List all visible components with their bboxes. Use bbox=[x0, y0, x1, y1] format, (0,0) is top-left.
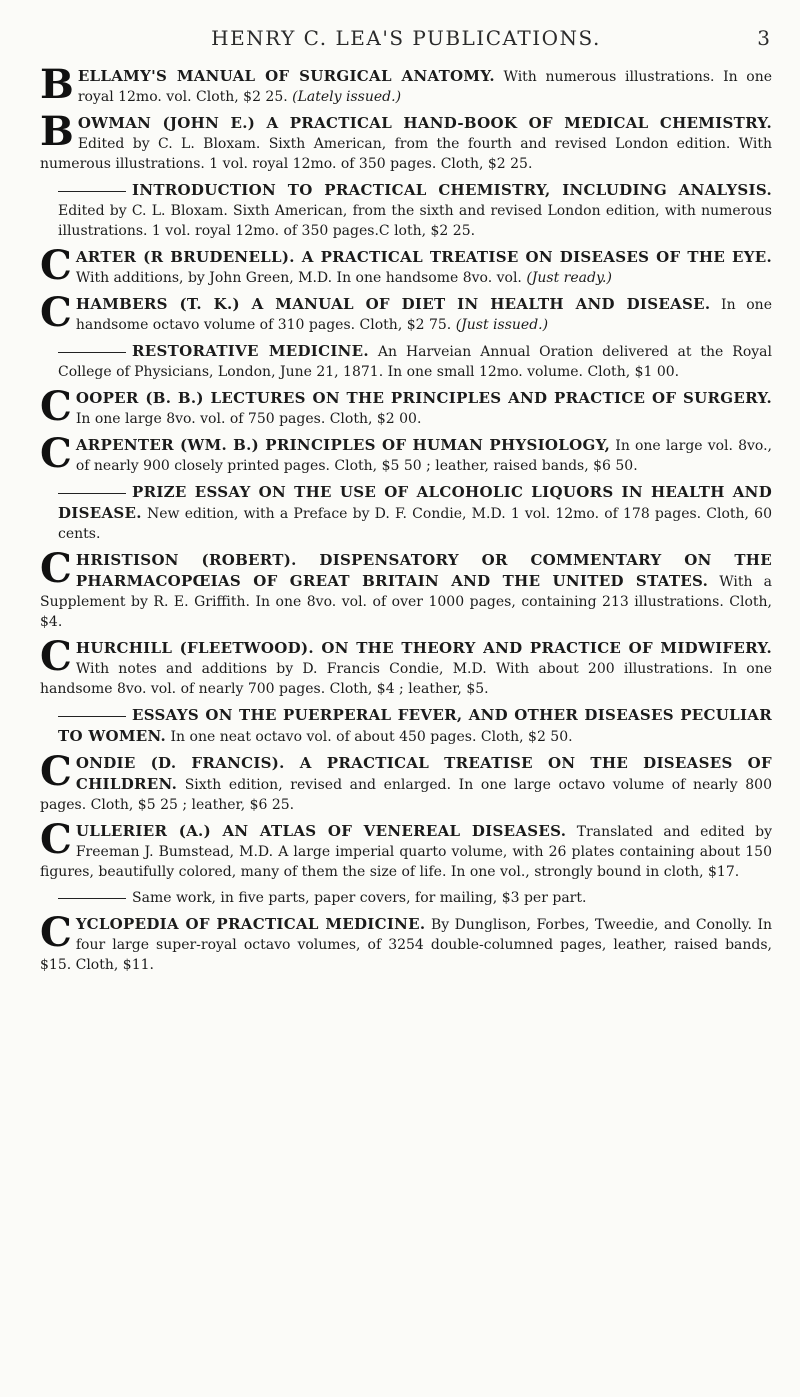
drop-initial: C bbox=[40, 545, 72, 592]
drop-initial: C bbox=[40, 816, 72, 863]
sub-entry bbox=[40, 341, 772, 382]
catalog-entry bbox=[40, 108, 772, 174]
page-number: 3 bbox=[757, 26, 770, 50]
entry-description: With a Supplement by R. E. Griffith. In one 8vo. vol. of over 1000 pages, containing 213 illustrations. Cloth, $4. bbox=[40, 574, 772, 630]
catalog-entries bbox=[40, 61, 773, 975]
sub-entry bbox=[40, 482, 772, 544]
catalog-entry bbox=[40, 633, 772, 699]
entry-title: OOPER (B. B.) LECTURES ON THE PRINCIPLES AND PRACTICE OF SURGERY. bbox=[75, 389, 772, 407]
drop-initial: B bbox=[40, 61, 74, 108]
entry-description: Edited by C. L. Bloxam. Sixth American, from the fourth and revised London edition. With numerous illustrations. 1 vol. royal 12mo. of 350 pages. Cloth, $2 25. bbox=[40, 136, 772, 172]
drop-initial: C bbox=[40, 430, 72, 477]
catalog-entry bbox=[40, 383, 772, 430]
entry-description: In one large 8vo. vol. of 750 pages. Cloth, $2 00. bbox=[75, 411, 422, 427]
entry-description: With additions, by John Green, M.D. In one handsome 8vo. vol. bbox=[75, 270, 527, 286]
entry-description: In one neat octavo vol. of about 450 pages. Cloth, $2 50. bbox=[166, 729, 573, 745]
entry-description: Translated and edited by Freeman J. Bumstead, M.D. A large imperial quarto volume, with 26 plates containing about 150 figures, beautifully colored, many of them the size of life. In one vol., strongly bound in cloth, $17. bbox=[40, 824, 773, 880]
catalog-entry bbox=[40, 545, 772, 632]
catalog-entry bbox=[40, 909, 772, 975]
entry-title: RESTORATIVE MEDICINE. bbox=[132, 342, 369, 360]
entry-description: With numerous illustrations. In one royal 12mo. vol. Cloth, $2 25. bbox=[77, 69, 772, 105]
ditto-rule bbox=[58, 716, 126, 717]
drop-initial: C bbox=[40, 909, 72, 956]
sub-entry bbox=[40, 888, 772, 908]
drop-initial: C bbox=[40, 633, 72, 680]
entry-description: By Dunglison, Forbes, Tweedie, and Conolly. In four large super-royal octavo volumes, of 3254 double-columned pages, leather, raised bands, $15. Cloth, $11. bbox=[40, 917, 772, 973]
entry-title: INTRODUCTION TO PRACTICAL CHEMISTRY, INCLUDING ANALYSIS. bbox=[132, 181, 772, 199]
drop-initial: C bbox=[40, 289, 72, 336]
entry-title: ELLAMY'S MANUAL OF SURGICAL ANATOMY. bbox=[77, 67, 495, 85]
ditto-rule bbox=[58, 191, 126, 192]
entry-title: ONDIE (D. FRANCIS). A PRACTICAL TREATISE ON THE DISEASES OF CHILDREN. bbox=[75, 754, 772, 793]
entry-title: YCLOPEDIA OF PRACTICAL MEDICINE. bbox=[75, 915, 426, 933]
catalog-entry bbox=[40, 748, 772, 815]
sub-entry bbox=[40, 705, 772, 747]
entry-title: OWMAN (JOHN E.) A PRACTICAL HAND-BOOK OF MEDICAL CHEMISTRY. bbox=[77, 114, 772, 132]
entry-title: ARPENTER (WM. B.) PRINCIPLES OF HUMAN PHYSIOLOGY, bbox=[75, 436, 611, 454]
entry-description: In one handsome octavo volume of 310 pages. Cloth, $2 75. bbox=[75, 297, 772, 333]
ditto-rule bbox=[58, 898, 126, 899]
catalog-entry bbox=[40, 430, 772, 477]
entry-title: HAMBERS (T. K.) A MANUAL OF DIET IN HEALTH AND DISEASE. bbox=[75, 295, 711, 313]
entry-note: (Just ready.) bbox=[526, 270, 612, 286]
drop-initial: C bbox=[40, 242, 72, 289]
entry-note: (Just issued.) bbox=[455, 317, 549, 333]
entry-description: Edited by C. L. Bloxam. Sixth American, from the sixth and revised London edition, with numerous illustrations. 1 vol. royal 12mo. of 350 pages.C loth, $2 25. bbox=[58, 203, 772, 239]
entry-description: New edition, with a Preface by D. F. Condie, M.D. 1 vol. 12mo. of 178 pages. Cloth, 60 cents. bbox=[58, 506, 772, 542]
entry-title: PRIZE ESSAY ON THE USE OF ALCOHOLIC LIQUORS IN HEALTH AND DISEASE. bbox=[58, 483, 772, 522]
catalog-entry bbox=[40, 242, 772, 289]
entry-description: An Harveian Annual Oration delivered at the Royal College of Physicians, London, June 21, 1871. In one small 12mo. volume. Cloth, $1 00. bbox=[58, 344, 772, 380]
entry-title: ULLERIER (A.) AN ATLAS OF VENEREAL DISEASES. bbox=[75, 822, 567, 840]
catalog-entry bbox=[40, 289, 772, 336]
catalog-page bbox=[40, 0, 772, 981]
catalog-entry bbox=[40, 61, 772, 108]
drop-initial: B bbox=[40, 108, 74, 155]
page-header bbox=[40, 0, 772, 66]
sub-entry bbox=[40, 180, 772, 241]
entry-description: In one large vol. 8vo., of nearly 900 closely printed pages. Cloth, $5 50 ; leather, raised bands, $6 50. bbox=[75, 438, 772, 474]
entry-title: HRISTISON (ROBERT). DISPENSATORY OR COMMENTARY ON THE PHARMACOPŒIAS OF GREAT BRITAIN AND THE UNITED STATES. bbox=[75, 551, 772, 590]
entry-description: With notes and additions by D. Francis Condie, M.D. With about 200 illustrations. In one handsome 8vo. vol. of nearly 700 pages. Cloth, $4 ; leather, $5. bbox=[40, 661, 772, 697]
entry-note: (Lately issued.) bbox=[292, 89, 402, 105]
entry-description: Sixth edition, revised and enlarged. In one large octavo volume of nearly 800 pages. Cloth, $5 25 ; leather, $6 25. bbox=[40, 777, 772, 813]
ditto-rule bbox=[58, 493, 126, 494]
entry-description: Same work, in five parts, paper covers, for mailing, $3 per part. bbox=[132, 890, 587, 906]
catalog-entry bbox=[40, 816, 773, 882]
entry-title: HURCHILL (FLEETWOOD). ON THE THEORY AND PRACTICE OF MIDWIFERY. bbox=[75, 639, 772, 657]
entry-title: ESSAYS ON THE PUERPERAL FEVER, AND OTHER DISEASES PECULIAR TO WOMEN. bbox=[58, 706, 772, 745]
drop-initial: C bbox=[40, 748, 72, 795]
drop-initial: C bbox=[40, 383, 72, 430]
ditto-rule bbox=[58, 352, 126, 353]
running-title: HENRY C. LEA'S PUBLICATIONS. bbox=[211, 26, 601, 50]
entry-title: ARTER (R BRUDENELL). A PRACTICAL TREATISE ON DISEASES OF THE EYE. bbox=[75, 248, 772, 266]
